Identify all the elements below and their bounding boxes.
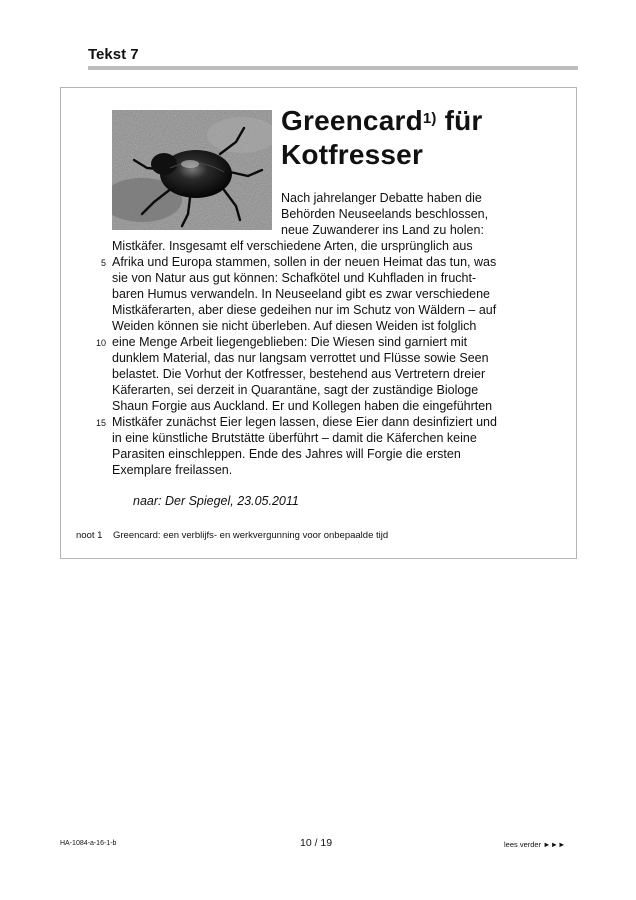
article-line: Behörden Neuseelands beschlossen, [281,207,489,221]
headline-footnote-marker: 1) [422,110,437,127]
line-number: 5 [100,258,106,268]
article-line: baren Humus verwandeln. In Neuseeland gibt es zwar verschiedene [112,287,490,301]
article-line: dunklem Material, das nur langsam verrottet und Flüsse sowie Seen [112,351,489,365]
article-headline [281,104,483,172]
article-line: Parasiten einschleppen. Ende des Jahres will Forgie die ersten [112,447,461,461]
dung-beetle-photo [112,110,272,230]
article-line: Nach jahrelanger Debatte haben die [281,191,482,205]
article-line: Weiden können sie nicht überleben. Auf diesen Weiden ist folglich [112,319,477,333]
article-line: in eine künstliche Brutstätte überführt – damit die Käferchen keine [112,431,477,445]
headline-tail: für [444,105,483,136]
section-title: Tekst 7 [88,46,139,63]
header-rule [88,66,578,70]
line-number: 15 [95,418,106,428]
article-line: belastet. Die Vorhut der Kotfresser, bestehend aus Vertretern dreier [112,367,486,381]
article-line: Afrika und Europa stammen, sollen in der neuen Heimat das tun, was [112,255,497,269]
line-number: 10 [95,338,106,348]
article-line: sie von Natur aus gut können: Schafkötel und Kuhfladen in frucht- [112,271,477,285]
footnote-text: Greencard: een verblijfs- en werkvergunning voor onbepaalde tijd [113,530,389,541]
article-line: Mistkäferarten, aber diese gedeihen nur im Schutz von Wäldern – auf [112,303,497,317]
article-line: Shaun Forgie aus Auckland. Er und Kollegen haben die eingeführten [112,399,493,413]
headline-main: Greencard [281,105,423,136]
headline-line2: Kotfresser [281,139,424,170]
article-line: Käferarten, sei derzeit in Quarantäne, sagt der zuständige Biologe [112,383,479,397]
article-line: neue Zuwanderer ins Land zu holen: [281,223,484,237]
article-source: naar: Der Spiegel, 23.05.2011 [133,494,299,508]
article-line: Mistkäfer. Insgesamt elf verschiedene Arten, die ursprünglich aus [112,239,473,253]
continue-indicator: lees verder ►►► [504,840,566,849]
page-number: 10 / 19 [300,837,333,849]
footnote-label: noot 1 [76,530,103,541]
article-line: Exemplare freilassen. [112,463,233,477]
article-line: Mistkäfer zunächst Eier legen lassen, diese Eier dann desinfiziert und [112,415,497,429]
article-line: eine Menge Arbeit liegengeblieben: Die Wiesen sind garniert mit [112,335,468,349]
exam-code: HA-1084-a-16-1-b [60,840,117,847]
